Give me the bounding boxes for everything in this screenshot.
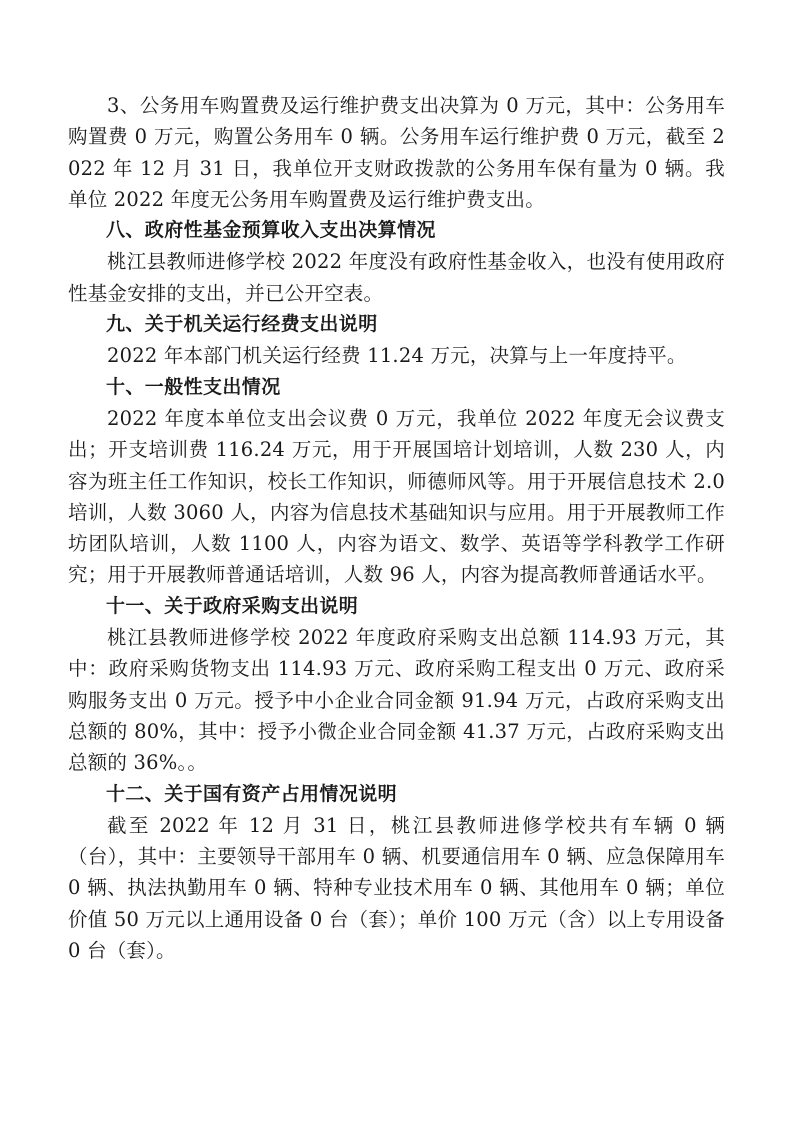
heading-section-11: 十一、关于政府采购支出说明 [106,594,359,617]
para-vehicle-expense: 3、公务用车购置费及运行维护费支出决算为 0 万元，其中：公务用车购置费 0 万元，购置公务用车 0 辆。公务用车运行维护费 0 万元，截至 2022 年 12 月 31 日，我单位开支财政拨款的公务用车保有量为 0 辆。我单位 2022 年度无公务用车购置费及运行维护费支出。 [68,94,725,211]
heading-section-9: 九、关于机关运行经费支出说明 [106,313,378,336]
para-section-12: 截至 2022 年 12 月 31 日，桃江县教师进修学校共有车辆 0 辆（台），其中：主要领导干部用车 0 辆、机要通信用车 0 辆、应急保障用车 0 辆、执法执勤用车 0 辆、特种专业技术用车 0 辆、其他用车 0 辆；单位价值 50 万元以上通用设备 0 台（套）；单价 100 万元（含）以上专用设备 0 台（套）。 [68,813,725,963]
para-section-8: 桃江县教师进修学校 2022 年度没有政府性基金收入，也没有使用政府性基金安排的支出，并已公开空表。 [68,250,725,305]
heading-section-12: 十二、关于国有资产占用情况说明 [106,782,398,805]
heading-section-8: 八、政府性基金预算收入支出决算情况 [106,219,436,242]
para-section-10: 2022 年度本单位支出会议费 0 万元，我单位 2022 年度无会议费支出；开支培训费 116.24 万元，用于开展国培计划培训，人数 230 人，内容为班主任工作知识，校长工作知识，师德师风等。用于开展信息技术 2.0 培训，人数 3060 人，内容为信息技术基础知识与应用。用于开展教师工作坊团队培训，人数 1100 人，内容为语文、数学、英语等学科教学工作研究；用于开展教师普通话培训，人数 96 人，内容为提高教师普通话水平。 [68,406,725,587]
document-page [68,90,725,966]
para-section-11: 桃江县教师进修学校 2022 年度政府采购支出总额 114.93 万元，其中：政府采购货物支出 114.93 万元、政府采购工程支出 0 万元、政府采购服务支出 0 万元。授予中小企业合同金额 91.94 万元，占政府采购支出总额的 80%，其中：授予小微企业合同金额 41.37 万元，占政府采购支出总额的 36%。。 [68,626,725,775]
heading-section-10: 十、一般性支出情况 [106,375,281,398]
para-section-9: 2022 年本部门机关运行经费 11.24 万元，决算与上一年度持平。 [107,344,687,368]
